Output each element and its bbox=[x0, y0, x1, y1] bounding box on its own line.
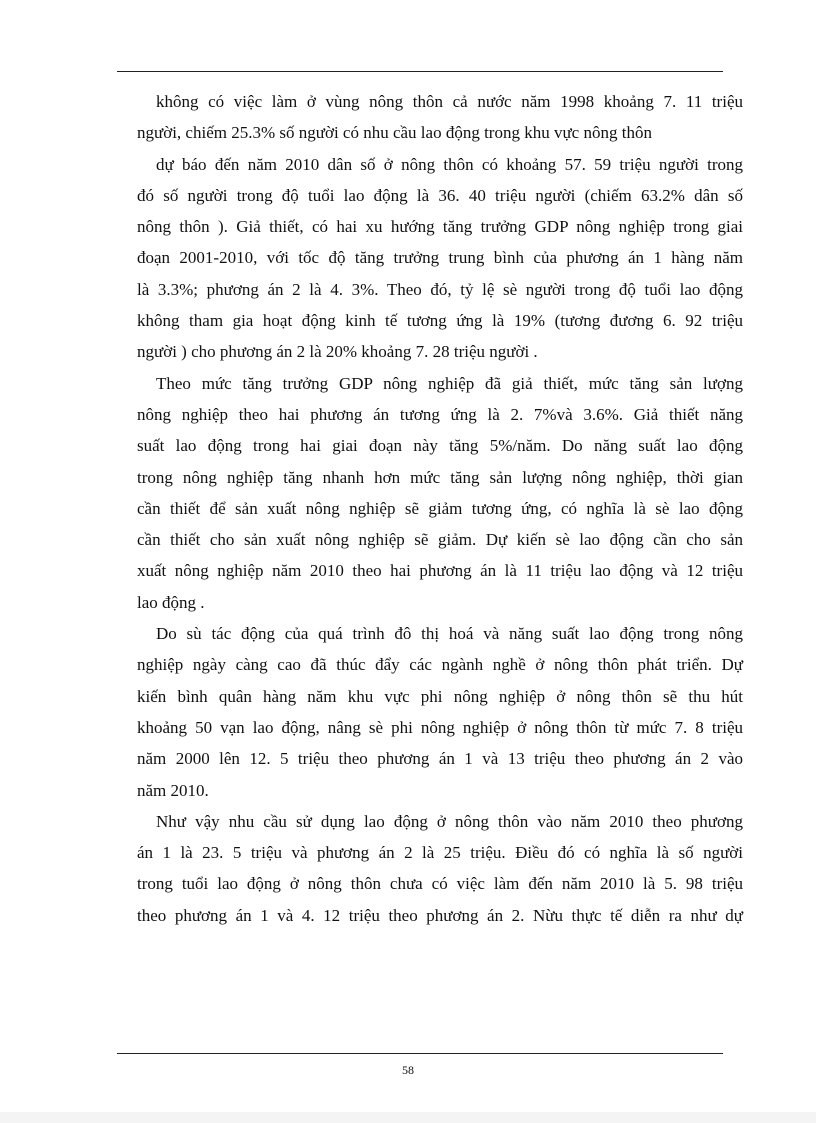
text-line: đoạn 2001-2010, với tốc độ tăng trưởng trung bình của phương án 1 hàng năm bbox=[137, 248, 743, 268]
paragraph bbox=[137, 618, 743, 806]
text-line: người ) cho phương án 2 là 20% khoảng 7. 28 triệu người . bbox=[137, 342, 538, 362]
text-line: Theo mức tăng trưởng GDP nông nghiệp đã giả thiết, mức tăng sản lượng bbox=[156, 373, 743, 393]
text-line: theo phương án 1 và 4. 12 triệu theo phương án 2. Nừu thực tế diễn ra như dự bbox=[137, 905, 743, 925]
text-line: cần thiết để sản xuất nông nghiệp sẽ giảm tương ứng, có nghĩa là sè lao động bbox=[137, 498, 743, 518]
text-line: trong nông nghiệp tăng nhanh hơn mức tăng sản lượng nông nghiệp, thời gian bbox=[137, 467, 743, 487]
text-line: xuất nông nghiệp năm 2010 theo hai phương án là 11 triệu lao động và 12 triệu bbox=[137, 561, 743, 581]
text-line: cần thiết cho sản xuất nông nghiệp sẽ giảm. Dự kiến sè lao động cần cho sản bbox=[137, 530, 743, 550]
text-line: năm 2000 lên 12. 5 triệu theo phương án 1 và 13 triệu theo phương án 2 vào bbox=[137, 749, 743, 769]
text-line: nghiệp ngày càng cao đã thúc đẩy các ngành nghề ở nông thôn phát triển. Dự bbox=[137, 655, 743, 675]
text-line: án 1 là 23. 5 triệu và phương án 2 là 25 triệu. Điều đó có nghĩa là số người bbox=[137, 843, 743, 863]
text-line: là 3.3%; phương án 2 là 4. 3%. Theo đó, tỷ lệ sè người trong độ tuổi lao động bbox=[137, 279, 743, 299]
text-line: Do sù tác động của quá trình đô thị hoá và năng suất lao động trong nông bbox=[156, 624, 743, 644]
text-line: suất lao động trong hai giai đoạn này tăng 5%/năm. Do năng suất lao động bbox=[137, 436, 743, 456]
text-line: lao động . bbox=[137, 592, 205, 612]
text-line: không có việc làm ở vùng nông thôn cả nước năm 1998 khoảng 7. 11 triệu bbox=[156, 92, 743, 111]
text-line: đó số người trong độ tuổi lao động là 36. 40 triệu người (chiếm 63.2% dân số bbox=[137, 185, 743, 205]
text-line: người, chiếm 25.3% số người có nhu cầu lao động trong khu vực nông thôn bbox=[137, 123, 652, 143]
paragraph bbox=[137, 86, 743, 149]
footer-rule bbox=[117, 1053, 723, 1054]
text-line: dự báo đến năm 2010 dân số ở nông thôn có khoảng 57. 59 triệu người trong bbox=[156, 154, 743, 174]
text-line: Như vậy nhu cầu sử dụng lao động ở nông thôn vào năm 2010 theo phương bbox=[156, 811, 743, 831]
text-line: năm 2010. bbox=[137, 780, 209, 800]
text-line: kiến bình quân hàng năm khu vực phi nông nghiệp ở nông thôn sẽ thu hút bbox=[137, 686, 743, 706]
paragraph bbox=[137, 149, 743, 368]
text-line: không tham gia hoạt động kinh tế tương ứng là 19% (tương đương 6. 92 triệu bbox=[137, 311, 743, 331]
text-line: nông nghiệp theo hai phương án tương ứng là 2. 7%và 3.6%. Giả thiết năng bbox=[137, 404, 743, 424]
body-text bbox=[137, 86, 743, 931]
page-bottom-edge bbox=[0, 1112, 816, 1123]
paragraph bbox=[137, 368, 743, 618]
text-line: trong tuổi lao động ở nông thôn chưa có việc làm đến năm 2010 là 5. 98 triệu bbox=[137, 874, 743, 894]
text-line: nông thôn ). Giả thiết, có hai xu hướng tăng trưởng GDP nông nghiệp trong giai bbox=[137, 217, 743, 237]
text-line: khoảng 50 vạn lao động, nâng sè phi nông nghiệp ở nông thôn từ mức 7. 8 triệu bbox=[137, 717, 743, 737]
page-number: 58 bbox=[402, 1063, 414, 1077]
header-rule bbox=[117, 71, 723, 72]
paragraph bbox=[137, 806, 743, 931]
